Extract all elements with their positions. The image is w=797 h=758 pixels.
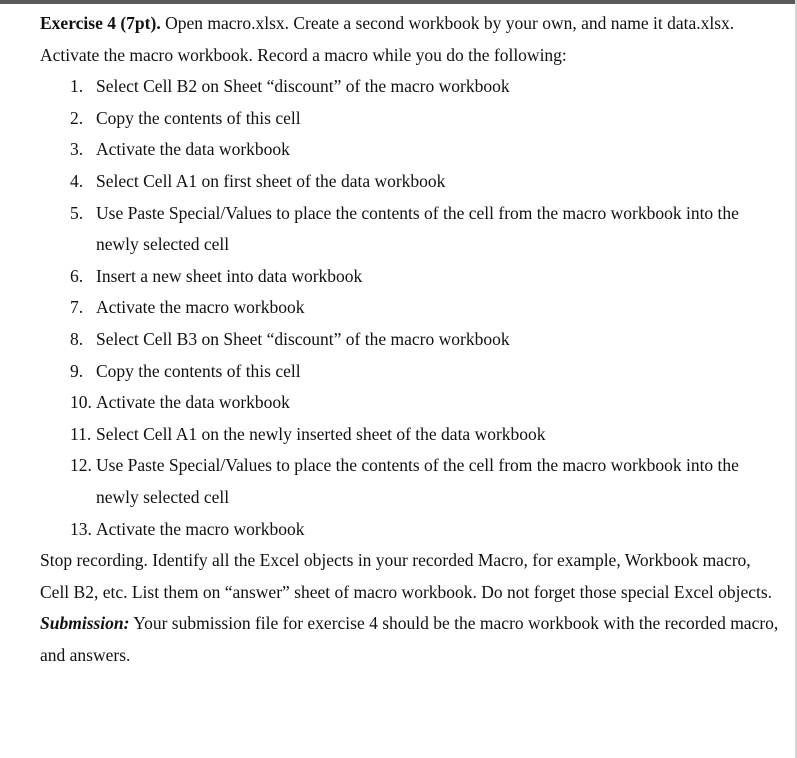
exercise-document [40, 8, 780, 671]
list-item [40, 261, 780, 293]
list-item [40, 387, 780, 419]
step-text: Activate the macro workbook [96, 297, 305, 318]
step-text: Activate the data workbook [96, 139, 290, 160]
exercise-title-rest: Open macro.xlsx. Create a second workbook by your own, and name it data.xlsx. [160, 13, 735, 33]
step-number: 11. [70, 423, 92, 444]
step-number: 4. [70, 170, 84, 191]
step-text: Copy the contents of this cell [96, 107, 301, 128]
step-number: 7. [70, 297, 84, 318]
list-item [40, 356, 780, 388]
list-item [40, 166, 780, 198]
step-number: 12. [70, 455, 92, 476]
submission-label: Submission: [40, 613, 130, 634]
step-text: Select Cell B2 on Sheet “discount” of the macro workbook [96, 76, 510, 97]
list-item [40, 419, 780, 451]
exercise-title: Exercise 4 (7pt). [40, 13, 161, 33]
list-item [40, 324, 780, 356]
step-text: Select Cell B3 on Sheet “discount” of the macro workbook [96, 328, 510, 349]
step-text: Insert a new sheet into data workbook [96, 265, 363, 286]
list-item [40, 198, 780, 261]
top-border [0, 0, 797, 4]
step-text: Activate the data workbook [96, 392, 290, 413]
step-number: 13. [70, 518, 92, 539]
step-text: Use Paste Special/Values to place the contents of the cell from the macro workbook into the newly selected cell [96, 455, 739, 507]
step-text: Select Cell A1 on first sheet of the data workbook [96, 170, 446, 191]
step-number: 6. [70, 265, 84, 286]
list-item [40, 514, 780, 546]
list-item [40, 450, 780, 513]
step-number: 3. [70, 139, 84, 160]
step-number: 2. [70, 107, 84, 128]
step-text: Activate the macro workbook [96, 518, 305, 539]
stop-recording-paragraph: Stop recording. Identify all the Excel objects in your recorded Macro, for example, Workbook macro, Cell B2, etc. List them on “answer” sheet of macro workbook. Do not forget those special Excel objects. [40, 550, 773, 602]
step-text: Use Paste Special/Values to place the contents of the cell from the macro workbook into the newly selected cell [96, 202, 739, 255]
step-number: 5. [70, 202, 84, 223]
step-number: 10. [70, 392, 92, 413]
step-text: Copy the contents of this cell [96, 360, 301, 381]
list-item [40, 71, 780, 103]
steps-list [40, 71, 780, 545]
submission-paragraph [40, 608, 780, 671]
step-number: 1. [70, 76, 84, 97]
step-text: Select Cell A1 on the newly inserted sheet of the data workbook [96, 423, 546, 444]
step-number: 9. [70, 360, 84, 381]
list-item [40, 103, 780, 135]
list-item [40, 292, 780, 324]
step-number: 8. [70, 328, 84, 349]
list-item [40, 134, 780, 166]
exercise-intro: Activate the macro workbook. Record a macro while you do the following: [40, 44, 567, 65]
exercise-heading [40, 8, 780, 40]
submission-text: Your submission file for exercise 4 should be the macro workbook with the recorded macro, and answers. [40, 613, 779, 665]
